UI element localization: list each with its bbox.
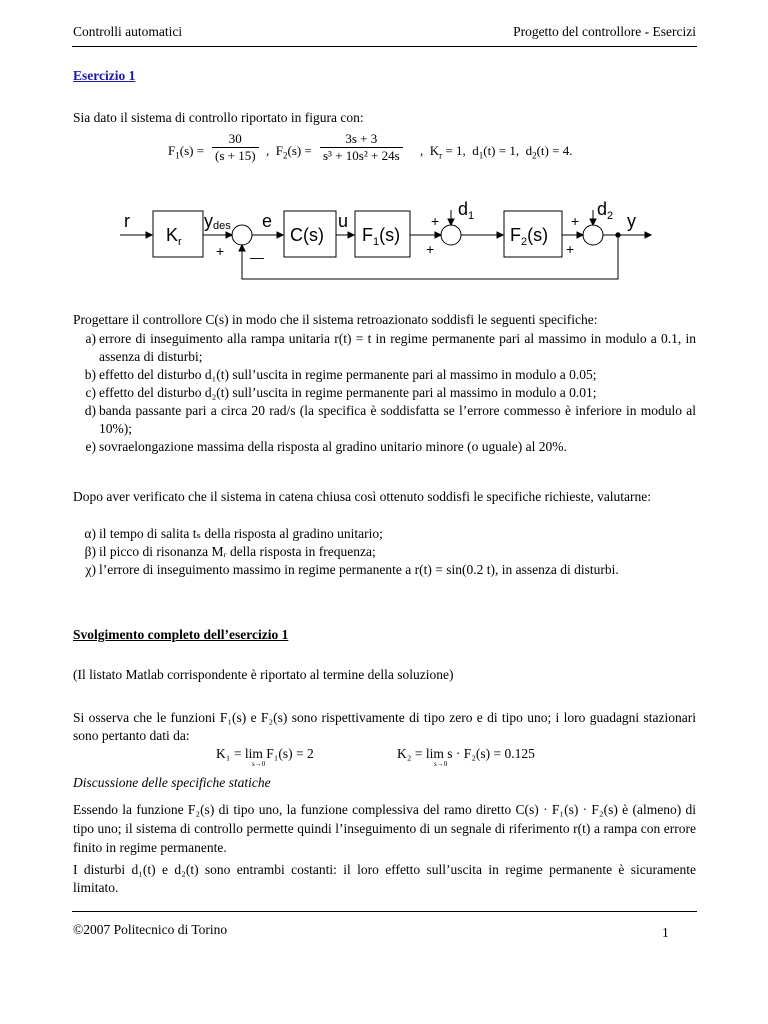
spec-item-label: e): [85, 439, 96, 454]
sign-plus-s3a: +: [571, 213, 580, 229]
header-right: Progetto del controllore - Esercizi: [513, 24, 696, 39]
specs-list: [73, 330, 696, 456]
gain-k1: K₁ = lim F₁(s) = 2 s→0: [216, 746, 314, 768]
footer-copyright: ©2007 Politecnico di Torino: [73, 922, 228, 937]
eval-item: [73, 525, 696, 543]
spec-item: [73, 384, 696, 402]
label-y: y: [627, 211, 636, 231]
matlab-note: (Il listato Matlab corrispondente è riportato al termine della soluzione): [73, 667, 454, 682]
spec-item: [73, 438, 696, 456]
eval-item-label: χ): [85, 562, 96, 577]
label-d2: $d_2$: [597, 199, 614, 222]
input-arrow: [146, 232, 152, 238]
eval-item: [73, 543, 696, 561]
label-kr: $K_r$: [166, 225, 182, 248]
after-intro: Dopo aver verificato che il sistema in catena chiusa così ottenuto soddisfi le specifiche richieste, valutarne:: [73, 489, 652, 504]
page-number: 1: [662, 925, 669, 940]
static-paragraph-1: Essendo la funzione F₂(s) di tipo uno, la funzione complessiva del ramo diretto C(s) · F₁(s) · F₂(s) è (almeno) di tipo uno; il sistema di controllo permette quindi l’inseguimento di un segnale di riferimento r(t) a rampa con errore finito in regime permanente.: [73, 802, 696, 855]
footer-rule: [72, 911, 697, 912]
eval-item: [73, 561, 696, 579]
sign-plus-s2b: +: [426, 241, 435, 257]
label-d1: $d_1$: [458, 199, 475, 222]
spec-item-label: d): [84, 403, 96, 418]
spec-item-label: a): [85, 331, 96, 346]
label-u: u: [338, 211, 349, 231]
transfer-functions: $F_1(s)$ = $\frac{30}{(s + 15)}$ , $F_2(s)$ = $\frac{3s + 3}{\text{s³ + 10s² + 24s}}$ , $K_r = 1$, $d_1(t) = 1$, $d_2(t) = 4$.: [168, 131, 573, 163]
f1-fraction: $\frac{30}{(s + 15)}$: [212, 131, 259, 164]
design-intro: Progettare il controllore C(s) in modo che il sistema retroazionato soddisfi le seguenti specifiche:: [73, 312, 598, 327]
spec-item: [73, 402, 696, 438]
label-ydes: ydes: [204, 211, 231, 232]
spec-item-text: effetto del disturbo d₁(t) sull’uscita in regime permanente pari al massimo in modulo a 0.05;: [99, 367, 597, 382]
header-rule: [72, 46, 697, 47]
evals-list: [73, 525, 696, 579]
spec-item-label: c): [85, 385, 96, 400]
static-title: Discussione delle specifiche statiche: [73, 775, 271, 790]
eval-item-label: β): [84, 544, 96, 559]
sign-plus-s3b: +: [566, 241, 575, 257]
eval-item-text: l’errore di inseguimento massimo in regime permanente a r(t) = sin(0.2 t), in assenza di disturbi.: [99, 562, 619, 577]
label-cs: C(s): [290, 225, 324, 245]
sign-plus-ref: +: [216, 243, 225, 259]
f2-fraction: $\frac{3s + 3}{\text{s³ + 10s² + 24s}}$: [320, 131, 403, 164]
spec-item-text: errore di inseguimento alla rampa unitaria r(t) = t in regime permanente pari al massimo in modulo a 0.1, in assenza di disturbi;: [99, 331, 696, 364]
sign-minus-fb: —: [250, 249, 264, 265]
spec-item: [73, 366, 696, 384]
spec-item-text: sovraelongazione massima della risposta al gradino unitario minore (o uguale) al 20%.: [99, 439, 567, 454]
header-left: Controlli automatici: [73, 24, 183, 39]
intro-text: Sia dato il sistema di controllo riportato in figura con:: [73, 110, 364, 125]
label-f1: $F_1(s)$: [362, 225, 401, 248]
sum-junction-2: [441, 225, 461, 245]
gain-k2: K₂ = lim s · F₂(s) = 0.125 s→0: [397, 746, 535, 768]
observe-text: Si osserva che le funzioni F₁(s) e F₂(s) sono rispettivamente di tipo zero e di tipo uno; i loro guadagni stazionari sono pertanto dati da:: [73, 710, 696, 743]
static-paragraph-2: I disturbi d₁(t) e d₂(t) sono entrambi costanti: il loro effetto sull’uscita in regime permanente è sicuramente limitato.: [73, 862, 696, 895]
label-f2: $F_2(s)$: [510, 225, 549, 248]
sum-junction-3: [583, 225, 603, 245]
spec-item-label: b): [84, 367, 96, 382]
label-e: e: [262, 211, 273, 231]
label-r: r: [124, 211, 130, 231]
eval-item-text: il picco di risonanza Mᵣ della risposta in frequenza;: [99, 544, 376, 559]
eval-item-label: α): [84, 526, 96, 541]
solution-title: Svolgimento completo dell’esercizio 1: [73, 627, 289, 642]
sign-plus-s2a: +: [431, 213, 440, 229]
block-diagram: [110, 190, 670, 295]
eval-item-text: il tempo di salita tₛ della risposta al gradino unitario;: [99, 526, 383, 541]
spec-item: [73, 330, 696, 366]
exercise-title[interactable]: Esercizio 1: [73, 68, 136, 83]
sum-junction-1: [232, 225, 252, 245]
spec-item-text: banda passante pari a circa 20 rad/s (la specifica è soddisfatta se l’errore commesso è inferiore in modulo al 10%);: [99, 403, 696, 436]
spec-item-text: effetto del disturbo d₂(t) sull’uscita in regime permanente pari al massimo in modulo a 0.01;: [99, 385, 597, 400]
